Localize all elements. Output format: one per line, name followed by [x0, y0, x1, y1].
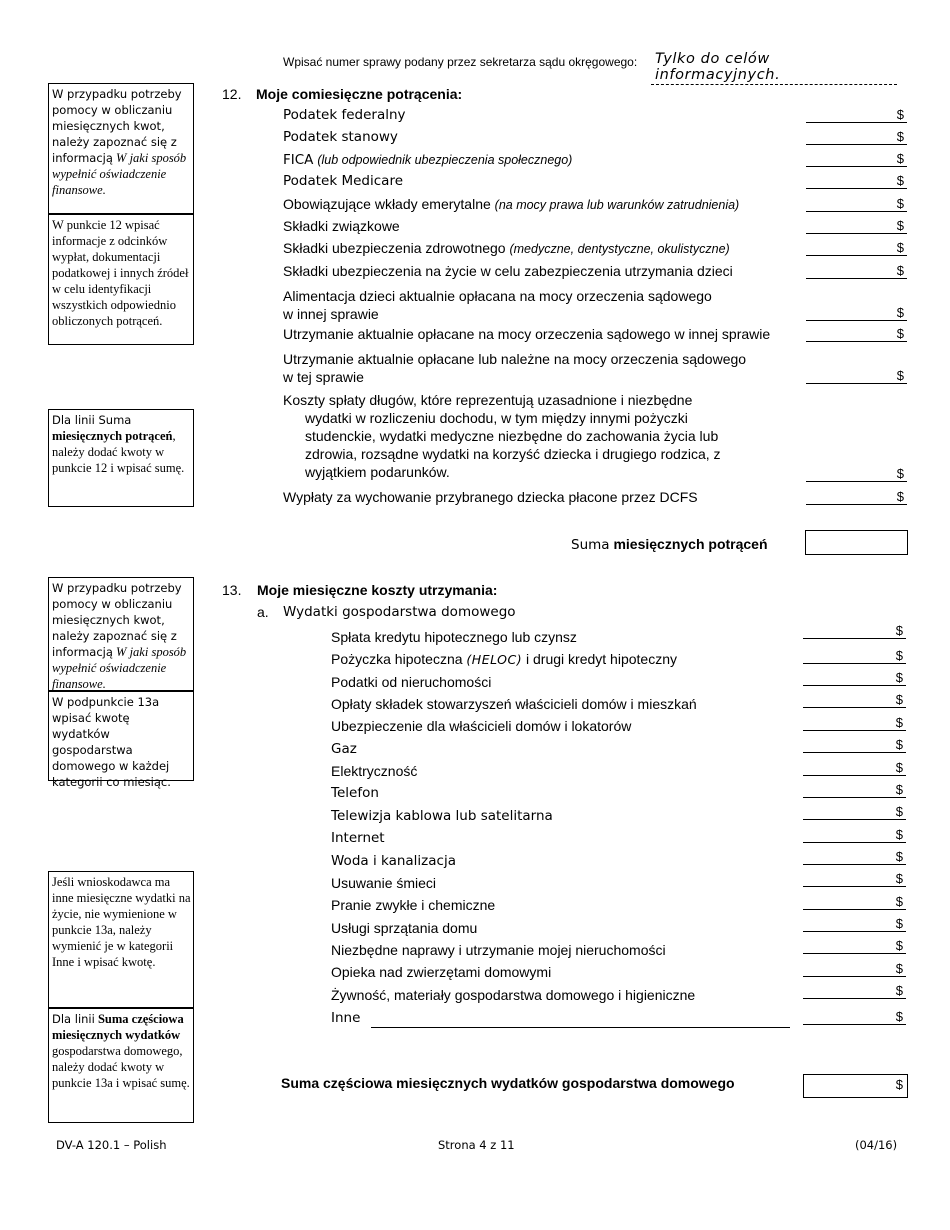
section-12-title: Moje comiesięczne potrącenia: — [256, 86, 463, 102]
help-text: Dla linii — [52, 1012, 95, 1026]
help-box-other-13a — [48, 871, 194, 1008]
expense-label: Elektryczność — [331, 763, 418, 779]
amount-field-property-tax[interactable]: $ — [803, 670, 906, 686]
deduction-label — [283, 240, 730, 256]
expense-label: Podatki od nieruchomości — [331, 674, 492, 690]
amount-field-cable[interactable]: $ — [803, 804, 906, 820]
expense-label — [331, 651, 677, 667]
amount-field-foster[interactable]: $ — [806, 489, 907, 505]
amount-field-fica[interactable]: $ — [806, 151, 907, 167]
other-expense-description-field[interactable] — [371, 1011, 790, 1028]
retirement-label: Obowiązujące wkłady emerytalne — [283, 196, 491, 212]
help-text: W przypadku potrzeby pomocy w obliczaniu miesięcznych kwot, należy zapoznać się z informacją — [52, 581, 182, 659]
amount-field-laundry[interactable]: $ — [803, 894, 906, 910]
amount-field-debt[interactable]: $ — [806, 466, 907, 482]
amount-field-home-insurance[interactable]: $ — [803, 715, 906, 731]
deduction-label: Składki ubezpieczenia na życie w celu zabezpieczenia utrzymania dzieci — [283, 263, 733, 279]
deduction-label: Składki związkowe — [283, 218, 400, 234]
heloc-label: Pożyczka hipoteczna — [331, 651, 463, 667]
deduction-label: Utrzymanie aktualnie opłacane na mocy orzeczenia sądowego w innej sprawie — [283, 326, 771, 342]
deduction-label: Podatek federalny — [283, 107, 406, 123]
amount-field-support-other-case[interactable]: $ — [806, 326, 907, 342]
expense-label: Żywność, materiały gospodarstwa domowego i higieniczne — [331, 987, 696, 1003]
subtotal-household-label: Suma częściowa miesięcznych wydatków gospodarstwa domowego — [281, 1075, 735, 1091]
deduction-label — [283, 196, 739, 212]
heloc-abbr: (HELOC) — [466, 652, 523, 667]
expense-label: Spłata kredytu hipotecznego lub czynsz — [331, 629, 577, 645]
fica-note: (lub odpowiednik ubezpieczenia społecznego) — [317, 153, 573, 167]
section-13-title: Moje miesięczne koszty utrzymania: — [257, 582, 498, 598]
amount-field-child-support[interactable]: $ — [806, 305, 907, 321]
amount-field-support-this-case[interactable]: $ — [806, 368, 907, 384]
deduction-label — [283, 151, 572, 168]
expense-label: Internet — [331, 830, 385, 846]
amount-field-pets[interactable]: $ — [803, 961, 906, 977]
deduction-label: Podatek stanowy — [283, 129, 398, 145]
label-line: Utrzymanie aktualnie opłacane lub należne na mocy orzeczenia sądowego — [283, 351, 747, 367]
deduction-label-child-support — [283, 287, 712, 323]
amount-field-retirement[interactable]: $ — [806, 196, 907, 212]
label-line: studenckie, wydatki medyczne niezbędne do zachowania życia lub — [305, 428, 719, 444]
amount-field-repairs[interactable]: $ — [803, 938, 906, 954]
amount-field-electricity[interactable]: $ — [803, 760, 906, 776]
help-text: Jeśli wnioskodawca ma inne miesięczne wydatki na życie, nie wymienione w punkcie 13a, należy wymienić je w kategorii Inne i wpisać kwotę. — [52, 875, 191, 969]
case-number-label: Wpisać numer sprawy podany przez sekretarza sądu okręgowego: — [283, 55, 638, 69]
help-box-calc-13 — [48, 577, 194, 691]
expense-label: Opieka nad zwierzętami domowymi — [331, 964, 552, 980]
section-13a-letter: a. — [257, 604, 269, 620]
amount-field-cleaning[interactable]: $ — [803, 916, 906, 932]
section-13-number: 13. — [222, 582, 242, 598]
help-text: gospodarstwa domowego, należy dodać kwoty w punkcie 13a i wpisać sumę. — [52, 1044, 190, 1090]
amount-field-life-insurance[interactable]: $ — [806, 263, 907, 279]
heloc-rest: i drugi kredyt hipoteczny — [526, 651, 677, 667]
total-deductions-label — [571, 536, 768, 553]
amount-field-hoa[interactable]: $ — [803, 692, 906, 708]
help-text-bold: miesięcznych potrąceń — [52, 429, 173, 443]
label-line: w innej sprawie — [283, 306, 379, 322]
help-text: W przypadku potrzeby pomocy w obliczaniu miesięcznych kwot, należy zapoznać się z informacją — [52, 87, 182, 165]
help-reference: W jaki sposób wypełnić oświadczenie finansowe. — [52, 645, 187, 691]
amount-field-union-dues[interactable]: $ — [806, 218, 907, 234]
total-label-pre: Suma — [571, 537, 610, 553]
amount-field-water[interactable]: $ — [803, 849, 906, 865]
amount-field-trash[interactable]: $ — [803, 871, 906, 887]
expense-label: Opłaty składek stowarzyszeń właścicieli domów i mieszkań — [331, 696, 697, 712]
deduction-label: Podatek Medicare — [283, 173, 403, 189]
amount-field-phone[interactable]: $ — [803, 782, 906, 798]
section-12-number: 12. — [222, 86, 242, 102]
expense-label: Gaz — [331, 741, 357, 757]
amount-field-internet[interactable]: $ — [803, 827, 906, 843]
label-line: w tej sprawie — [283, 369, 364, 385]
amount-field-food[interactable]: $ — [803, 983, 906, 999]
health-insurance-label: Składki ubezpieczenia zdrowotnego — [283, 240, 506, 256]
fica-label: FICA — [283, 152, 314, 168]
amount-field-other[interactable]: $ — [803, 1009, 906, 1025]
help-box-calc-12 — [48, 83, 194, 214]
case-number-field[interactable]: Tylko do celów informacyjnych. — [651, 51, 897, 85]
subtotal-household-field[interactable]: $ — [803, 1074, 908, 1098]
expense-label: Inne — [331, 1010, 361, 1026]
deduction-label: Wypłaty za wychowanie przybranego dziecka płacone przez DCFS — [283, 489, 698, 505]
help-text: W punkcie 12 wpisać informacje z odcinków wypłat, dokumentacji podatkowej i innych źródeł w celu identyfikacji wszystkich odpowiednio obliczonych potrąceń. — [52, 218, 189, 328]
help-box-item-13a — [48, 691, 194, 789]
expense-label: Niezbędne naprawy i utrzymanie mojej nieruchomości — [331, 942, 666, 958]
label-line: Koszty spłaty długów, które reprezentują uzasadnione i niezbędne — [283, 392, 693, 408]
expense-label: Ubezpieczenie dla właścicieli domów i lokatorów — [331, 718, 632, 734]
expense-label: Pranie zwykłe i chemiczne — [331, 897, 496, 913]
expense-label: Usuwanie śmieci — [331, 875, 437, 891]
expense-label: Woda i kanalizacja — [331, 853, 456, 869]
section-13a-title: Wydatki gospodarstwa domowego — [283, 604, 516, 620]
form-id: DV-A 120.1 – Polish — [56, 1138, 167, 1152]
retirement-note: (na mocy prawa lub warunków zatrudnienia) — [494, 198, 740, 212]
help-text: W podpunkcie 13a wpisać kwotę wydatków gospodarstwa domowego w każdej kategorii co miesiąc. — [52, 695, 171, 789]
amount-field-federal-tax[interactable]: $ — [806, 107, 907, 123]
expense-label: Telewizja kablowa lub satelitarna — [331, 808, 553, 824]
help-text-bold: Suma częściowa miesięcznych wydatków — [52, 1012, 184, 1042]
help-text: Dla linii Suma — [52, 413, 132, 427]
page-number: Strona 4 z 11 — [438, 1138, 515, 1152]
amount-field-state-tax[interactable]: $ — [806, 129, 907, 145]
label-line: wydatki w rozliczeniu dochodu, w tym między innymi pożyczki — [305, 410, 688, 426]
label-line: zdrowia, rozsądne wydatki na korzyść dziecka i drugiego rodzica, z — [305, 446, 721, 462]
total-label-bold: miesięcznych potrąceń — [613, 536, 768, 552]
help-box-item-12 — [48, 214, 194, 345]
amount-field-heloc[interactable]: $ — [803, 648, 906, 664]
amount-field-mortgage-rent[interactable]: $ — [803, 623, 906, 639]
help-text: , należy dodać kwoty w punkcie 12 i wpisać sumę. — [52, 429, 185, 475]
expense-label: Usługi sprzątania domu — [331, 920, 478, 936]
revision-date: (04/16) — [855, 1138, 898, 1152]
health-insurance-note: (medyczne, dentystyczne, okulistyczne) — [509, 242, 730, 256]
amount-field-health-insurance[interactable]: $ — [806, 240, 907, 256]
label-line: wyjątkiem podarunków. — [305, 464, 450, 480]
deduction-label-debt — [283, 391, 721, 481]
label-line: Alimentacja dzieci aktualnie opłacana na mocy orzeczenia sądowego — [283, 288, 712, 304]
total-deductions-field[interactable] — [805, 530, 908, 555]
deduction-label-support-this-case — [283, 350, 746, 386]
help-box-subtotal-13a — [48, 1008, 194, 1123]
help-reference: W jaki sposób wypełnić oświadczenie finansowe. — [52, 151, 187, 197]
expense-label: Telefon — [331, 785, 379, 801]
amount-field-medicare[interactable]: $ — [806, 173, 907, 189]
help-box-total-12 — [48, 409, 194, 507]
amount-field-gas[interactable]: $ — [803, 737, 906, 753]
